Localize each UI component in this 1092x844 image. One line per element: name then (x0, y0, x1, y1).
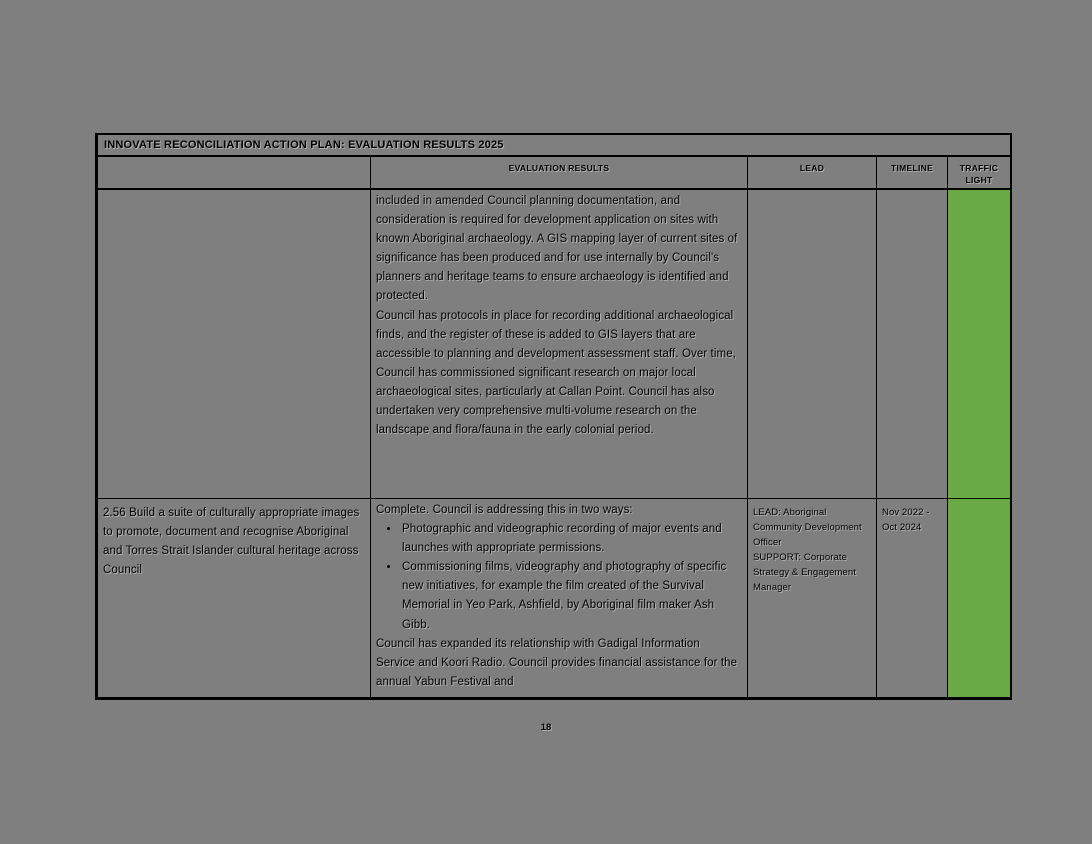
lead-line: LEAD: Aboriginal Community Development Officer (753, 507, 862, 548)
evaluation-table (95, 133, 1012, 700)
column-header-evaluation-results: EVALUATION RESULTS (371, 157, 748, 188)
evaluation-bullet-item: • Photographic and videographic recording of major events and launches with appropriate permissions. (400, 520, 742, 558)
evaluation-bullet-list (386, 520, 742, 635)
column-header-lead: LEAD (748, 157, 877, 188)
evaluation-cell (371, 499, 748, 697)
page-number: 18 (540, 722, 552, 733)
timeline-cell (877, 190, 948, 498)
traffic-light-cell (948, 190, 1010, 498)
column-header-traffic-light: TRAFFIC LIGHT (959, 163, 999, 185)
evaluation-paragraph: Council has protocols in place for recording additional archaeological finds, and the register of these is added to GIS layers that are accessible to planning and development assessment staff. Over time, Council has commissioned significant research on major local archaeological sites, particularly at Callan Point. Council has also undertaken very comprehensive multi-volume research on the landscape and flora/fauna in the early colonial period. (376, 309, 736, 437)
table-header-row (98, 157, 1010, 190)
timeline-cell: Nov 2022 - Oct 2024 (877, 499, 948, 697)
action-cell: 2.56 Build a suite of culturally appropriate images to promote, document and recognise Aboriginal and Torres Strait Islander cultural heritage across Council (98, 499, 371, 697)
traffic-light-green-indicator (948, 499, 1010, 697)
table-row (98, 499, 1010, 697)
lead-cell (748, 499, 877, 697)
support-line: SUPPORT: Corporate Strategy & Engagement Manager (753, 552, 856, 593)
evaluation-cell (371, 190, 748, 498)
lead-cell (748, 190, 877, 498)
column-header-timeline: TIMELINE (877, 157, 948, 188)
table-row (98, 190, 1010, 499)
evaluation-outro: Council has expanded its relationship with Gadigal Information Service and Koori Radio. Council provides financial assistance for the annual Yabun Festival and (376, 637, 738, 688)
column-header-action (98, 157, 371, 188)
evaluation-bullet-item: • Commissioning films, videography and photography of specific new initiatives, for example the film created of the Survival Memorial in Yeo Park, Ashfield, by Aboriginal film maker Ash Gibb. (400, 558, 742, 634)
action-cell (98, 190, 371, 498)
evaluation-paragraph: included in amended Council planning documentation, and consideration is required for development application on sites with known Aboriginal archaeology. A GIS mapping layer of current sites of significance has been produced and for use internally by Council's planners and heritage teams to ensure archaeology is identified and protected. (376, 195, 738, 303)
traffic-light-cell (948, 499, 1010, 697)
table-title: INNOVATE RECONCILIATION ACTION PLAN: EVALUATION RESULTS 2025 (98, 135, 1010, 157)
evaluation-intro: Complete. Council is addressing this in two ways: (376, 504, 633, 516)
traffic-light-green-indicator (948, 190, 1010, 498)
